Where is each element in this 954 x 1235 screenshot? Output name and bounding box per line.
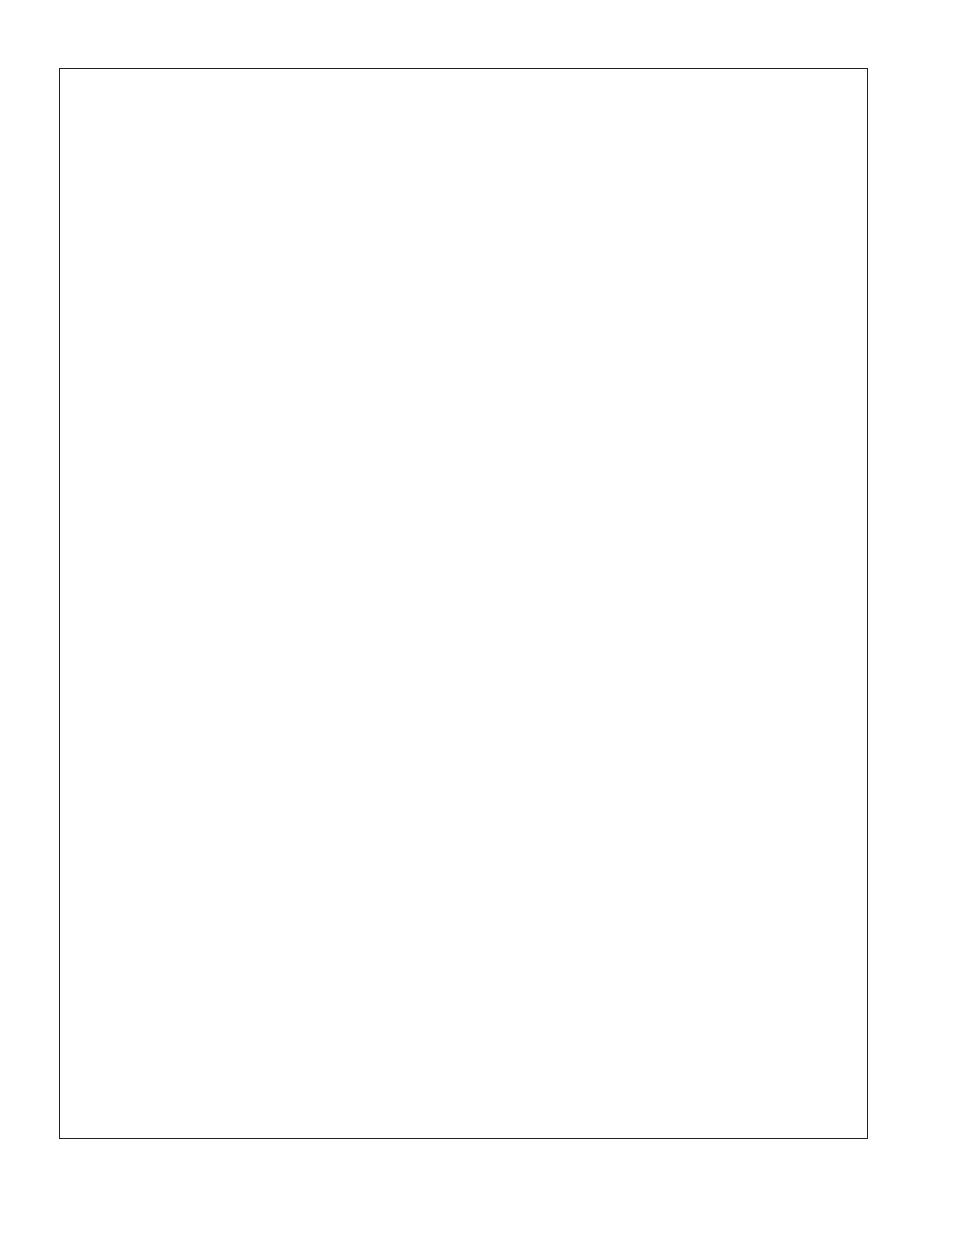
page-frame [59,68,868,1139]
